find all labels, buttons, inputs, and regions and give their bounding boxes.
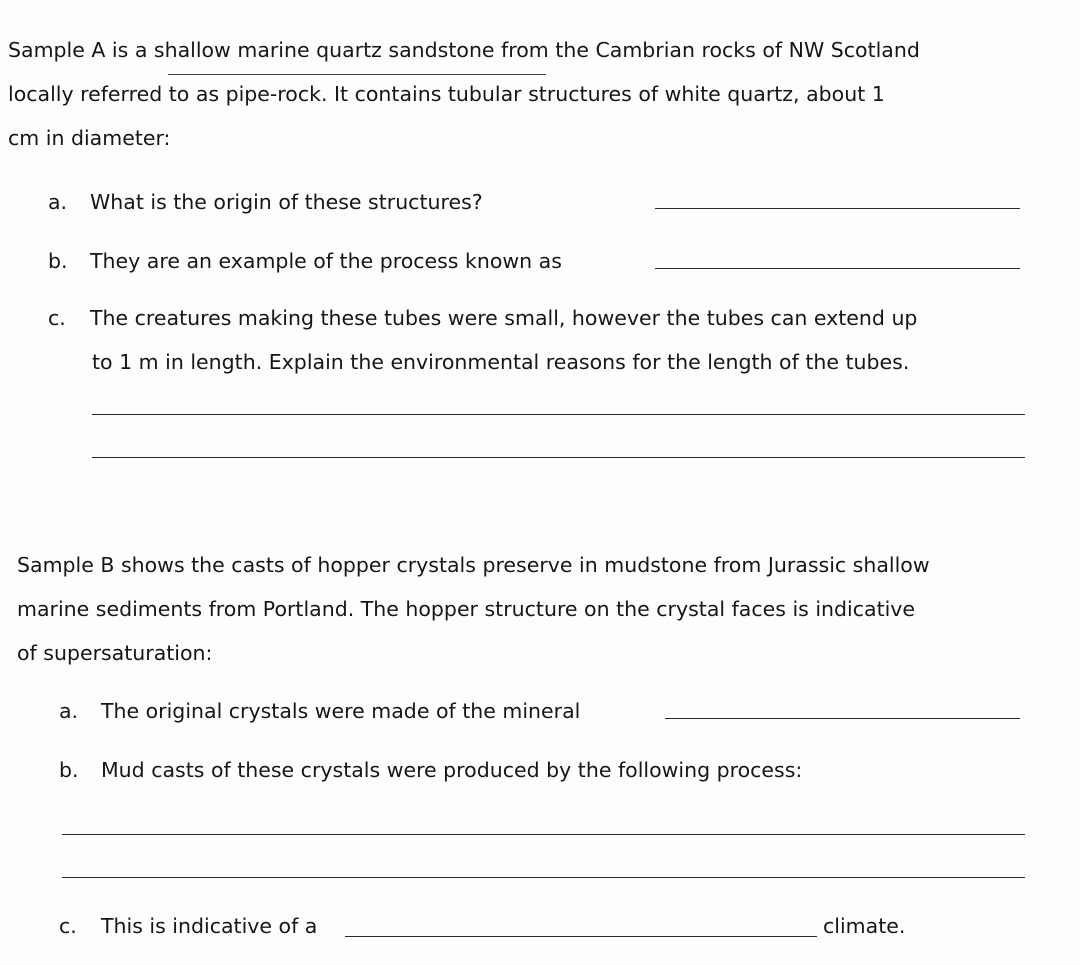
sample-b-intro-line-1: Sample B shows the casts of hopper crystals preserve in mudstone from Jurassic shallow [17, 553, 930, 577]
question-text: Mud casts of these crystals were produced by the following process: [101, 758, 803, 782]
question-letter: a. [59, 699, 79, 723]
answer-line-a-b[interactable] [655, 268, 1020, 269]
question-text: The creatures making these tubes were small, however the tubes can extend up [90, 306, 918, 330]
sample-b-intro-line-3: of supersaturation: [17, 641, 213, 665]
sample-b-intro-line-2: marine sediments from Portland. The hopper structure on the crystal faces is indicative [17, 597, 916, 621]
sample-a-question-c-continuation: to 1 m in length. Explain the environmental reasons for the length of the tubes. [92, 350, 910, 374]
question-letter: b. [48, 249, 68, 273]
handwritten-underline [168, 74, 546, 75]
answer-line-a-c-2[interactable] [92, 457, 1025, 458]
question-letter: b. [59, 758, 79, 782]
question-letter: c. [59, 914, 77, 938]
sample-a-question-b [48, 246, 562, 276]
sample-b-question-a [59, 696, 580, 726]
sample-a-question-c [48, 303, 917, 333]
sample-b-intro [17, 543, 930, 675]
answer-line-a-a[interactable] [655, 208, 1020, 209]
question-letter: a. [48, 190, 68, 214]
answer-line-b-a[interactable] [665, 718, 1020, 719]
answer-line-b-b-2[interactable] [62, 877, 1025, 878]
question-letter: c. [48, 306, 66, 330]
sample-a-intro-line-3: cm in diameter: [8, 126, 171, 150]
sample-a-intro-line-2: locally referred to as pipe-rock. It contains tubular structures of white quartz, about 1 [8, 82, 885, 106]
question-text: This is indicative of a [101, 914, 318, 938]
question-text: What is the origin of these structures? [90, 190, 483, 214]
answer-line-b-c[interactable] [345, 936, 817, 937]
sample-b-question-b [59, 755, 802, 785]
question-text: They are an example of the process known as [90, 249, 562, 273]
sample-a-intro-line-1: Sample A is a shallow marine quartz sandstone from the Cambrian rocks of NW Scotland [8, 38, 920, 62]
sample-b-question-c [59, 911, 317, 941]
question-text: The original crystals were made of the mineral [101, 699, 581, 723]
sample-a-question-a [48, 187, 483, 217]
answer-line-a-c-1[interactable] [92, 414, 1025, 415]
sample-a-intro [8, 28, 920, 160]
sample-b-question-c-suffix: climate. [823, 914, 906, 938]
answer-line-b-b-1[interactable] [62, 834, 1025, 835]
